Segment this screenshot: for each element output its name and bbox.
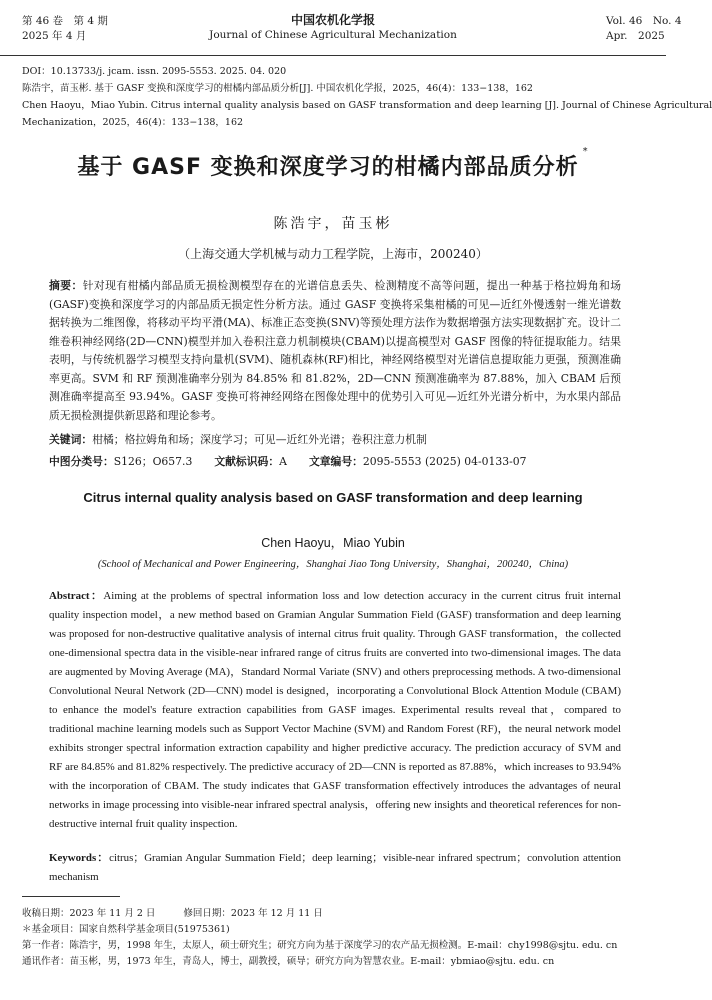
volume-issue-cn: 第 46 卷 第 4 期 (22, 15, 108, 27)
doc-code-label: 文献标识码： (214, 455, 280, 468)
date-cn: 2025 年 4 月 (22, 30, 87, 42)
keywords-cn (49, 431, 427, 449)
footnote-dates (22, 906, 662, 922)
date-en: Apr. 2025 (606, 30, 665, 42)
abstract-en (49, 587, 621, 834)
journal-name-en: Journal of Chinese Agricultural Mechanization (209, 29, 457, 41)
affiliation-cn: （上海交通大学机械与动力工程学院，上海市，200240） (178, 247, 488, 261)
clc-value: S126；O657.3 (113, 455, 193, 468)
footnote-fund: ＊基金项目：国家自然科学基金项目(51975361) (22, 924, 230, 935)
paper-title-cn (0, 146, 666, 181)
article-no-label: 文章编号： (308, 455, 363, 468)
abstract-cn-label: 摘要： (49, 279, 83, 292)
clc-label: 中图分类号： (49, 455, 114, 468)
running-header-center (0, 12, 666, 43)
keywords-en-label: Keywords： (49, 852, 110, 864)
footnote-corresponding-author: 通讯作者：苗玉彬，男，1973 年生，青岛人，博士，副教授，硕导；研究方向为智慧农业。E-mail：ybmiao@sjtu. edu. cn (22, 956, 555, 967)
citation-en-line2: Mechanization，2025，46(4)：133−138，162 (22, 117, 244, 128)
paper-title-en: Citrus internal quality analysis based on GASF transformation and deep learning (83, 490, 583, 505)
footnote-rule (22, 896, 120, 897)
keywords-en-text: citrus；Gramian Angular Summation Field；deep learning；visible-near infrared spectrum；convolution attention mechanism (49, 852, 621, 883)
revised-date: 修回日期：2023 年 12 月 11 日 (183, 908, 323, 919)
title-footnote-mark: * (582, 146, 589, 157)
citation-cn: 陈浩宇，苗玉彬. 基于 GASF 变换和深度学习的柑橘内部品质分析[J]. 中国农机化学报，2025，46(4)：133−138，162 (22, 83, 533, 94)
doc-code-value: A (279, 455, 287, 468)
running-header-right (606, 14, 682, 44)
journal-name-cn: 中国农机化学报 (290, 13, 375, 27)
title-text: 基于 GASF 变换和深度学习的柑橘内部品质分析 (77, 155, 579, 180)
abstract-cn-text: 针对现有柑橘内部品质无损检测模型存在的光谱信息丢失、检测精度不高等问题，提出一种基于格拉姆角和场(GASF)变换和深度学习的内部品质无损定性分析方法。通过 GASF 变换将采集柑橘的可见—近红外慢透射一维光谱数据转换为二维图像，将移动平均平滑(MA)、标准正态变换(SNV)等预处理方法作为数据增强方法实现数据扩充。设计二维卷积神经网络(2D—CNN)模型并加入卷积注意力机制模块(CBAM)以提高模型对 GASF 图像的特征提取能力。结果表明，与传统机器学习模型支持向量机(SVM)、随机森林(RF)相比，神经网络模型对光谱信息提取能力更强，预测准确率更高。SVM 和 RF 预测准确率分别为 84.85% 和 81.82%，2D—CNN 预测准确率为 87.88%，加入 CBAM 后预测准确率提高至 93.94%。GASF 变换可将神经网络在图像处理中的优势引入可见—近红外光谱分析中，为水果内部品质无损检测提供新思路和理论参考。 (49, 279, 622, 422)
keywords-en (49, 849, 621, 887)
keywords-cn-text: 柑橘；格拉姆角和场；深度学习；可见—近红外光谱；卷积注意力机制 (92, 433, 427, 446)
classification-line (49, 453, 527, 471)
abstract-en-text: Aiming at the problems of spectral information loss and low detection accuracy in the current citrus fruit internal quality inspection model，a new method based on Gramian Angular Summation Field (GASF) transformation and deep learning was proposed for non-destructive qualitative analysis of internal citrus fruit quality. Through GASF transformation，the collected one-dimensional spectra data in the visible-near infrared range of citrus fruits are converted into two-dimensional images. The data are augmented by Moving Average (MA)，Standard Normal Variate (SNV) and others preprocessing methods. A two-dimensional Convolutional Neural Network (2D—CNN) model is designed，incorporating a Convolutional Block Attention Module (CBAM) to enhance the model's feature extraction capabilities from GASF images. Experimental results reveal that，compared to traditional machine learning models such as Support Vector Machine (SVM) and Random Forest (RF)，the neural network model exhibits stronger spectral information extraction capability and higher predictive accuracy. The prediction accuracy of SVM and RF are 84.85% and 81.82% respectively. The predictive accuracy of 2D—CNN is reported as 87.88%，which increases to 93.94% with the incorporation of CBAM. The study indicates that GASF transformation effectively introduces the advantages of neural networks in image processing into visible-near infrared spectral analysis，offering new insights and theoretical references for non-destructive internal fruit quality inspection. (49, 590, 621, 830)
footnote-first-author: 第一作者：陈浩宇，男，1998 年生，太原人，硕士研究生；研究方向为基于深度学习的农产品无损检测。E-mail：chy1998@sjtu. edu. cn (22, 940, 618, 951)
keywords-cn-label: 关键词： (49, 433, 93, 446)
authors-en: Chen Haoyu，Miao Yubin (261, 536, 405, 550)
citation-en-line1: Chen Haoyu，Miao Yubin. Citrus internal quality analysis based on GASF transformation and deep learning [J]. Journal of Chinese Agricultural (22, 100, 712, 111)
article-no-value: 2095-5553 (2025) 04-0133-07 (362, 455, 527, 468)
volume-issue-en: Vol. 46 No. 4 (606, 15, 682, 27)
doi-line: DOI：10.13733/j. jcam. issn. 2095-5553. 2025. 04. 020 (22, 66, 287, 77)
abstract-cn (49, 277, 621, 425)
authors-cn: 陈浩宇，苗玉彬 (273, 216, 393, 232)
abstract-en-label: Abstract： (49, 590, 104, 602)
received-date: 收稿日期：2023 年 11 月 2 日 (22, 908, 156, 919)
header-rule (0, 55, 666, 56)
affiliation-en: (School of Mechanical and Power Engineering，Shanghai Jiao Tong University，Shanghai，200240，China) (97, 559, 569, 570)
